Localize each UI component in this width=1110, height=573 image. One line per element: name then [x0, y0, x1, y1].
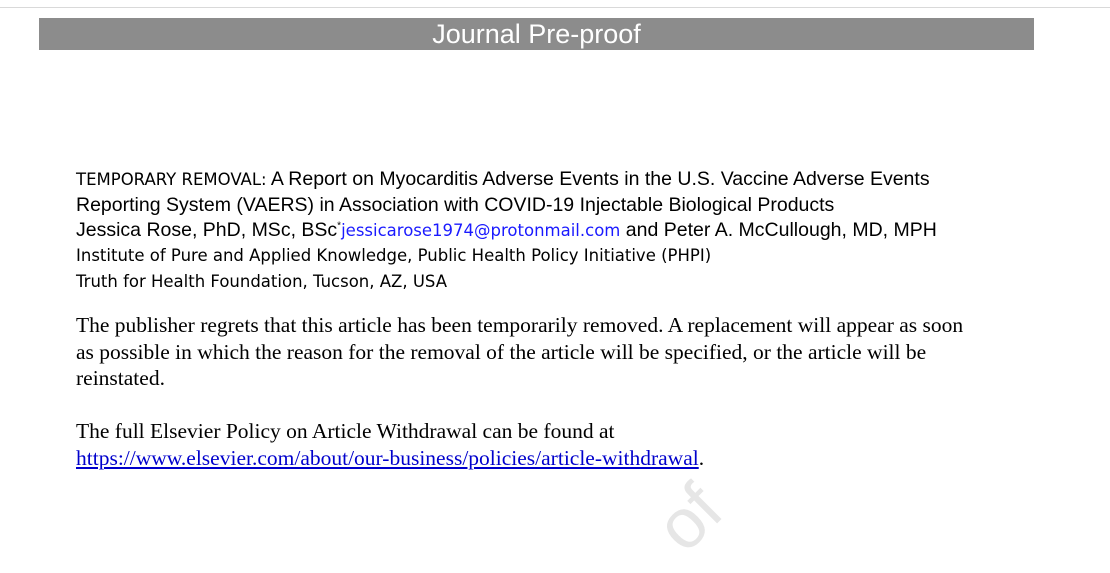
top-divider [0, 7, 1110, 8]
author-rose: Jessica Rose, PhD, MSc, BSc [76, 219, 338, 241]
corresponding-marker: * [337, 220, 342, 232]
author-line [76, 218, 986, 243]
preproof-watermark: of [640, 469, 738, 566]
policy-text: The full Elsevier Policy on Article Withdrawal can be found at [76, 418, 615, 443]
author-mccullough: and Peter A. McCullough, MD, MPH [620, 219, 937, 241]
article-content [76, 167, 986, 472]
article-title [76, 167, 986, 218]
affiliation-2: Truth for Health Foundation, Tucson, AZ, USA [76, 272, 447, 291]
removal-notice: The publisher regrets that this article has been temporarily removed. A replacement will appear as soon as possible in which the reason for the removal of the article will be specified, or the article will be reinstated. [76, 313, 964, 390]
journal-banner [39, 18, 1034, 50]
policy-link[interactable]: https://www.elsevier.com/about/our-business/policies/article-withdrawal [76, 445, 699, 470]
title-text: A Report on Myocarditis Adverse Events in the U.S. Vaccine Adverse Events Reporting System (VAERS) in Association with COVID-19 Injectable Biological Products [76, 168, 930, 216]
author-email-link[interactable]: jessicarose1974@protonmail.com [341, 221, 621, 240]
banner-title: Journal Pre-proof [432, 19, 641, 49]
title-prefix: TEMPORARY REMOVAL: [76, 170, 267, 189]
policy-paragraph [76, 418, 986, 472]
policy-suffix: . [698, 445, 705, 470]
affiliation-1: Institute of Pure and Applied Knowledge, Public Health Policy Initiative (PHPI) [76, 246, 712, 265]
